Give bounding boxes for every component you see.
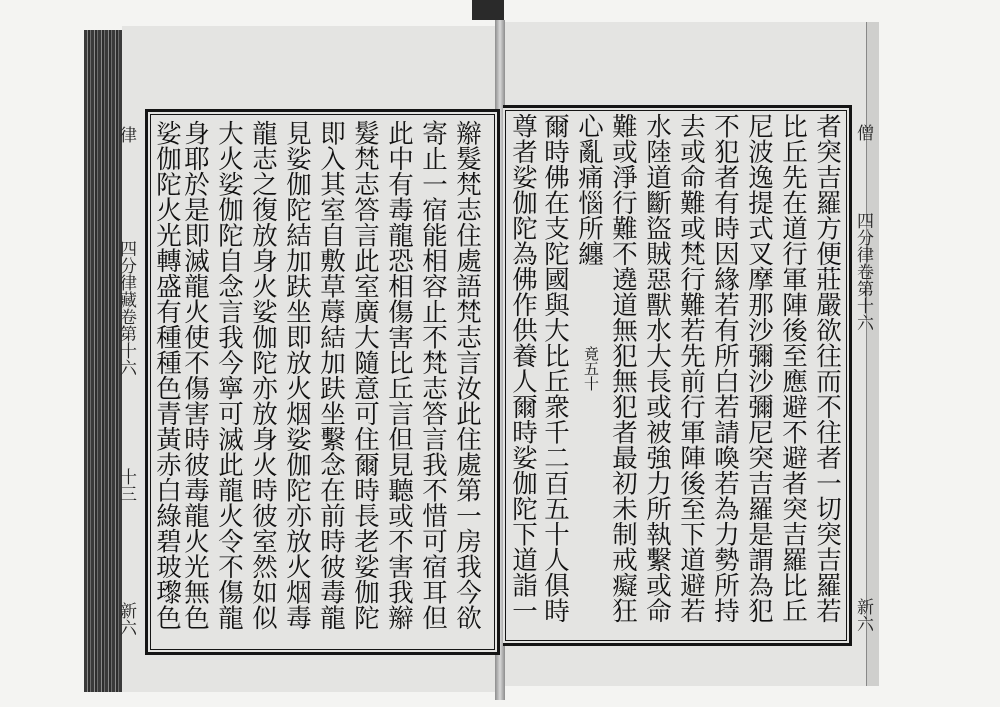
text-column: 去或命難或梵行難若先前行軍陣後至下道避若 [676, 113, 706, 623]
text-column: 難或淨行難不遶道無犯無犯者最初未制戒癡狂 [608, 113, 638, 623]
right-margin-bottom: 新六 [853, 598, 873, 632]
small-note: 竟五十 [582, 346, 600, 391]
text-column: 不犯者有時因緣若有所白若請喚若為力勢所持 [710, 113, 740, 623]
text-column: 尊者娑伽陀為佛作供養人爾時娑伽陀下道詣一 [508, 113, 538, 623]
text-column: 水陸道斷盜賊惡獸水大長或被強力所執繫或命 [642, 113, 672, 623]
left-margin-title: 四分律藏卷第十六 [116, 240, 136, 376]
left-margin-bottom: 新六 [116, 602, 136, 636]
text-column: 見娑伽陀結加趺坐即放火烟娑伽陀亦放火烟毒 [282, 120, 312, 630]
text-column: 髮梵志答言此室廣大隨意可住爾時長老娑伽陀 [350, 120, 380, 630]
left-margin-page-number: 十三 [116, 468, 136, 502]
text-column: 即入其室自敷草蓐結加趺坐繫念在前時彼毒龍 [316, 120, 346, 630]
text-column: 寄止一宿能相容止不梵志答言我不惜可宿耳但 [418, 120, 448, 630]
left-margin-top: 律 [116, 126, 136, 143]
text-column: 身耶於是即滅龍火使不傷害時彼毒龍火光無色 [180, 120, 210, 630]
right-margin-top: 僧 [853, 124, 873, 141]
text-column: 龍志之復放身火娑伽陀亦放身火時彼室然如似 [248, 120, 278, 630]
text-column: 爾時佛在支陀國與大比丘衆千二百五十人俱時 [540, 113, 570, 623]
text-column: 大火娑伽陀自念言我今寧可滅此龍火令不傷龍 [214, 120, 244, 630]
text-column: 娑伽陀火光轉盛有種種色青黃赤白綠碧玻瓈色 [152, 120, 182, 630]
right-page-edge [866, 22, 879, 686]
text-column: 者突吉羅方便莊嚴欲往而不往者一切突吉羅若 [812, 113, 842, 623]
right-margin-title: 四分律卷第十六 [853, 212, 873, 331]
text-column: 心亂痛惱所纏 [574, 113, 604, 266]
text-column: 此中有毒龍恐相傷害比丘言但見聽或不害我辮 [384, 120, 414, 630]
bookmark-tab [472, 0, 504, 20]
text-column: 比丘先在道行軍陣後至應避不避者突吉羅比丘 [778, 113, 808, 623]
text-column: 尼波逸提式叉摩那沙彌沙彌尼突吉羅是謂為犯 [744, 113, 774, 623]
text-column: 辮髮梵志住處語梵志言汝此住處第一房我今欲 [452, 120, 482, 630]
